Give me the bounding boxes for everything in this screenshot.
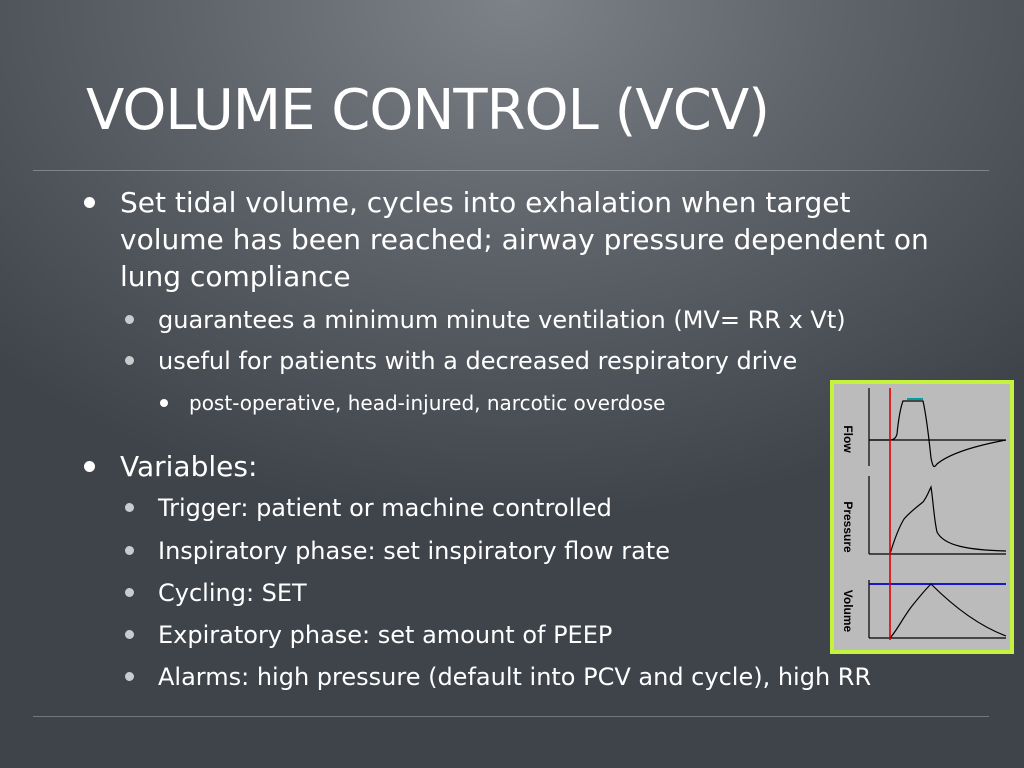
bullet-item	[120, 448, 257, 485]
bullet-text: post-operative, head-injured, narcotic overdose	[189, 391, 666, 415]
bullet-text: Expiratory phase: set amount of PEEP	[158, 621, 613, 649]
bullet-dot	[125, 672, 134, 681]
bullet-text: Cycling: SET	[158, 579, 307, 607]
bullet-dot	[125, 356, 134, 365]
bullet-dot	[125, 588, 134, 597]
bullet-text: guarantees a minimum minute ventilation (MV= RR x Vt)	[158, 306, 846, 334]
sub-bullet-item	[158, 660, 871, 694]
bullet-text: Inspiratory phase: set inspiratory flow rate	[158, 537, 670, 565]
bullet-item	[120, 184, 851, 221]
sub-bullet-item	[158, 303, 846, 337]
footer-divider	[33, 716, 989, 717]
sub-bullet-item	[158, 491, 612, 525]
bullet-dot	[125, 315, 134, 324]
bullet-text: Variables:	[120, 450, 258, 483]
bullet-text: Trigger: patient or machine controlled	[158, 494, 612, 522]
sub-bullet-item	[158, 344, 797, 378]
bullet-dot	[125, 503, 134, 512]
bullet-continuation	[120, 258, 351, 295]
bullet-text: Alarms: high pressure (default into PCV and cycle), high RR	[158, 663, 872, 691]
bullet-dot	[160, 399, 168, 407]
bullet-text: lung compliance	[120, 260, 351, 293]
sub-bullet-item	[158, 618, 612, 652]
waveform-graphs	[834, 384, 1010, 650]
pressure-waveform	[890, 487, 1006, 554]
sub-bullet-item	[158, 576, 307, 610]
flow-label: Flow	[841, 425, 855, 453]
bullet-text: volume has been reached; airway pressure dependent on	[120, 223, 929, 256]
pressure-label: Pressure	[841, 501, 855, 553]
ventilator-waveform-figure	[830, 380, 1014, 654]
bullet-dot	[125, 546, 134, 555]
sub-bullet-item	[158, 534, 670, 568]
slide-title: VOLUME CONTROL (VCV)	[86, 78, 769, 143]
sub-sub-bullet-item	[189, 389, 665, 417]
volume-label: Volume	[841, 589, 855, 633]
bullet-dot	[84, 461, 95, 472]
bullet-dot	[125, 630, 134, 639]
volume-waveform	[890, 584, 1006, 638]
bullet-text: useful for patients with a decreased respiratory drive	[158, 347, 798, 375]
bullet-text: Set tidal volume, cycles into exhalation when target	[120, 186, 851, 219]
title-divider	[33, 170, 989, 171]
bullet-dot	[84, 197, 95, 208]
bullet-continuation	[120, 221, 929, 258]
